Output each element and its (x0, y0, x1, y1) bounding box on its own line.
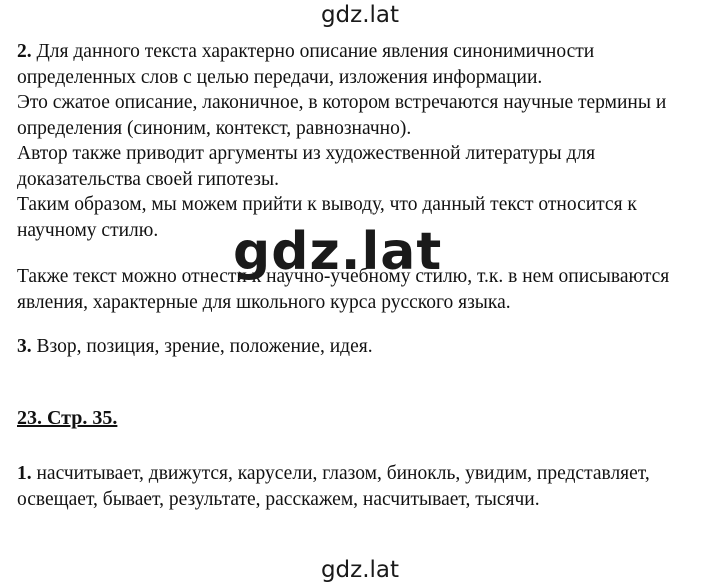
task-2-paragraph-2: Это сжатое описание, лаконичное, в котором встречаются научные термины и определения (синоним, контекст, равнозначно). (17, 92, 667, 139)
task-1-paragraph (17, 461, 712, 512)
task-1-text: насчитывает, движутся, карусели, глазом, бинокль, увидим, представляет, освещает, бывает, результате, расскажем, насчитывает, тысячи. (17, 463, 650, 510)
watermark-top: gdz.lat (320, 2, 400, 28)
task-2-line-1: Для данного текста характерно описание явления синонимичности определенных слов с целью передачи, изложения информации. (17, 41, 595, 88)
section-number: 23. (17, 406, 42, 429)
watermark-bottom: gdz.lat (320, 557, 400, 583)
task-2-paragraph-3: Автор также приводит аргументы из художественной литературы для доказательства своей гипотезы. (17, 143, 596, 190)
task-3-text: Взор, позиция, зрение, положение, идея. (36, 336, 373, 357)
task-3-paragraph (17, 334, 712, 360)
task-1-number: 1. (17, 463, 32, 484)
task-2-extra-paragraph: Также текст можно отнести к научно-учебному стилю, т.к. в нем описываются явления, характерные для школьного курса русского языка. (17, 266, 670, 313)
section-page: Стр. 35. (47, 406, 118, 429)
task-2-number: 2. (17, 41, 32, 62)
task-2-paragraph-4: Таким образом, мы можем прийти к выводу, что данный текст относится к научному стилю. (17, 194, 637, 241)
watermark-middle: gdz.lat (233, 222, 443, 282)
section-heading (17, 406, 712, 432)
task-2-paragraph-1 (17, 39, 712, 90)
task-3-number: 3. (17, 336, 32, 357)
